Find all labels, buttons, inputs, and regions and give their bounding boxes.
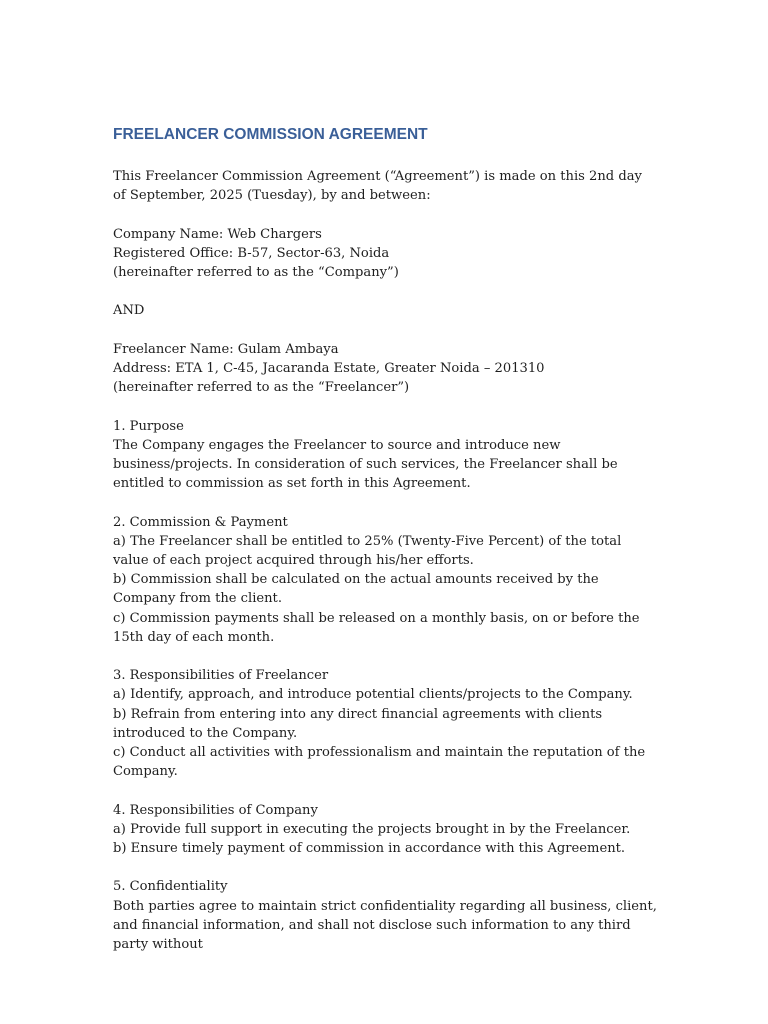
section-line: b) Commission shall be calculated on the actual amounts received by the Company from the client. [113,572,603,607]
section-heading-company-responsibilities: 4. Responsibilities of Company [113,802,318,818]
paragraph-gap [113,647,658,666]
section-line: b) Refrain from entering into any direct financial agreements with clients introduced to the Company. [113,706,607,741]
paragraph-gap [113,282,658,301]
section-line: b) Ensure timely payment of commission in accordance with this Agreement. [113,841,626,856]
section-line: c) Conduct all activities with professionalism and maintain the reputation of the Company. [113,745,650,780]
section-heading-freelancer-responsibilities: 3. Responsibilities of Freelancer [113,668,329,684]
intro-paragraph: This Freelancer Commission Agreement (“Agreement”) is made on this 2nd day of September, 2025 (Tuesday), by and between: [113,169,647,204]
document-title: FREELANCER COMMISSION AGREEMENT [113,126,428,143]
freelancer-name-line: Freelancer Name: Gulam Ambaya [113,341,339,357]
section-line: The Company engages the Freelancer to source and introduce new business/projects. In consideration of such services, the Freelancer shall be entitled to commission as set forth in this Agreement. [113,437,622,492]
and-separator: AND [113,303,145,319]
section-heading-purpose: 1. Purpose [113,418,184,434]
freelancer-address-line: Address: ETA 1, C-45, Jacaranda Estate, Greater Noida – 201310 [113,360,545,376]
paragraph-gap [113,781,658,800]
paragraph-gap [113,205,658,224]
company-name-line: Company Name: Web Chargers [113,226,322,242]
freelancer-referred-line: (hereinafter referred to as the “Freelancer”) [113,380,410,396]
paragraph-gap [113,397,658,416]
section-line: a) Identify, approach, and introduce potential clients/projects to the Company. [113,687,633,703]
section-heading-commission: 2. Commission & Payment [113,514,288,530]
section-line: c) Commission payments shall be released on a monthly basis, on or before the 15th day of each month. [113,610,644,645]
document-body [113,125,662,954]
paragraph-gap [113,493,658,512]
paragraph-gap [113,321,658,340]
paragraph-gap [113,858,658,877]
company-referred-line: (hereinafter referred to as the “Company”) [113,265,399,280]
section-line: a) The Freelancer shall be entitled to 25% (Twenty-Five Percent) of the total value of each project acquired through his/her efforts. [113,533,626,568]
section-line: Both parties agree to maintain strict confidentiality regarding all business, client, and financial information, and shall not disclose such information to any third party without [113,898,662,952]
section-line: a) Provide full support in executing the projects brought in by the Freelancer. [113,821,631,837]
section-heading-confidentiality: 5. Confidentiality [113,879,228,895]
company-office-line: Registered Office: B-57, Sector-63, Noida [113,245,390,261]
